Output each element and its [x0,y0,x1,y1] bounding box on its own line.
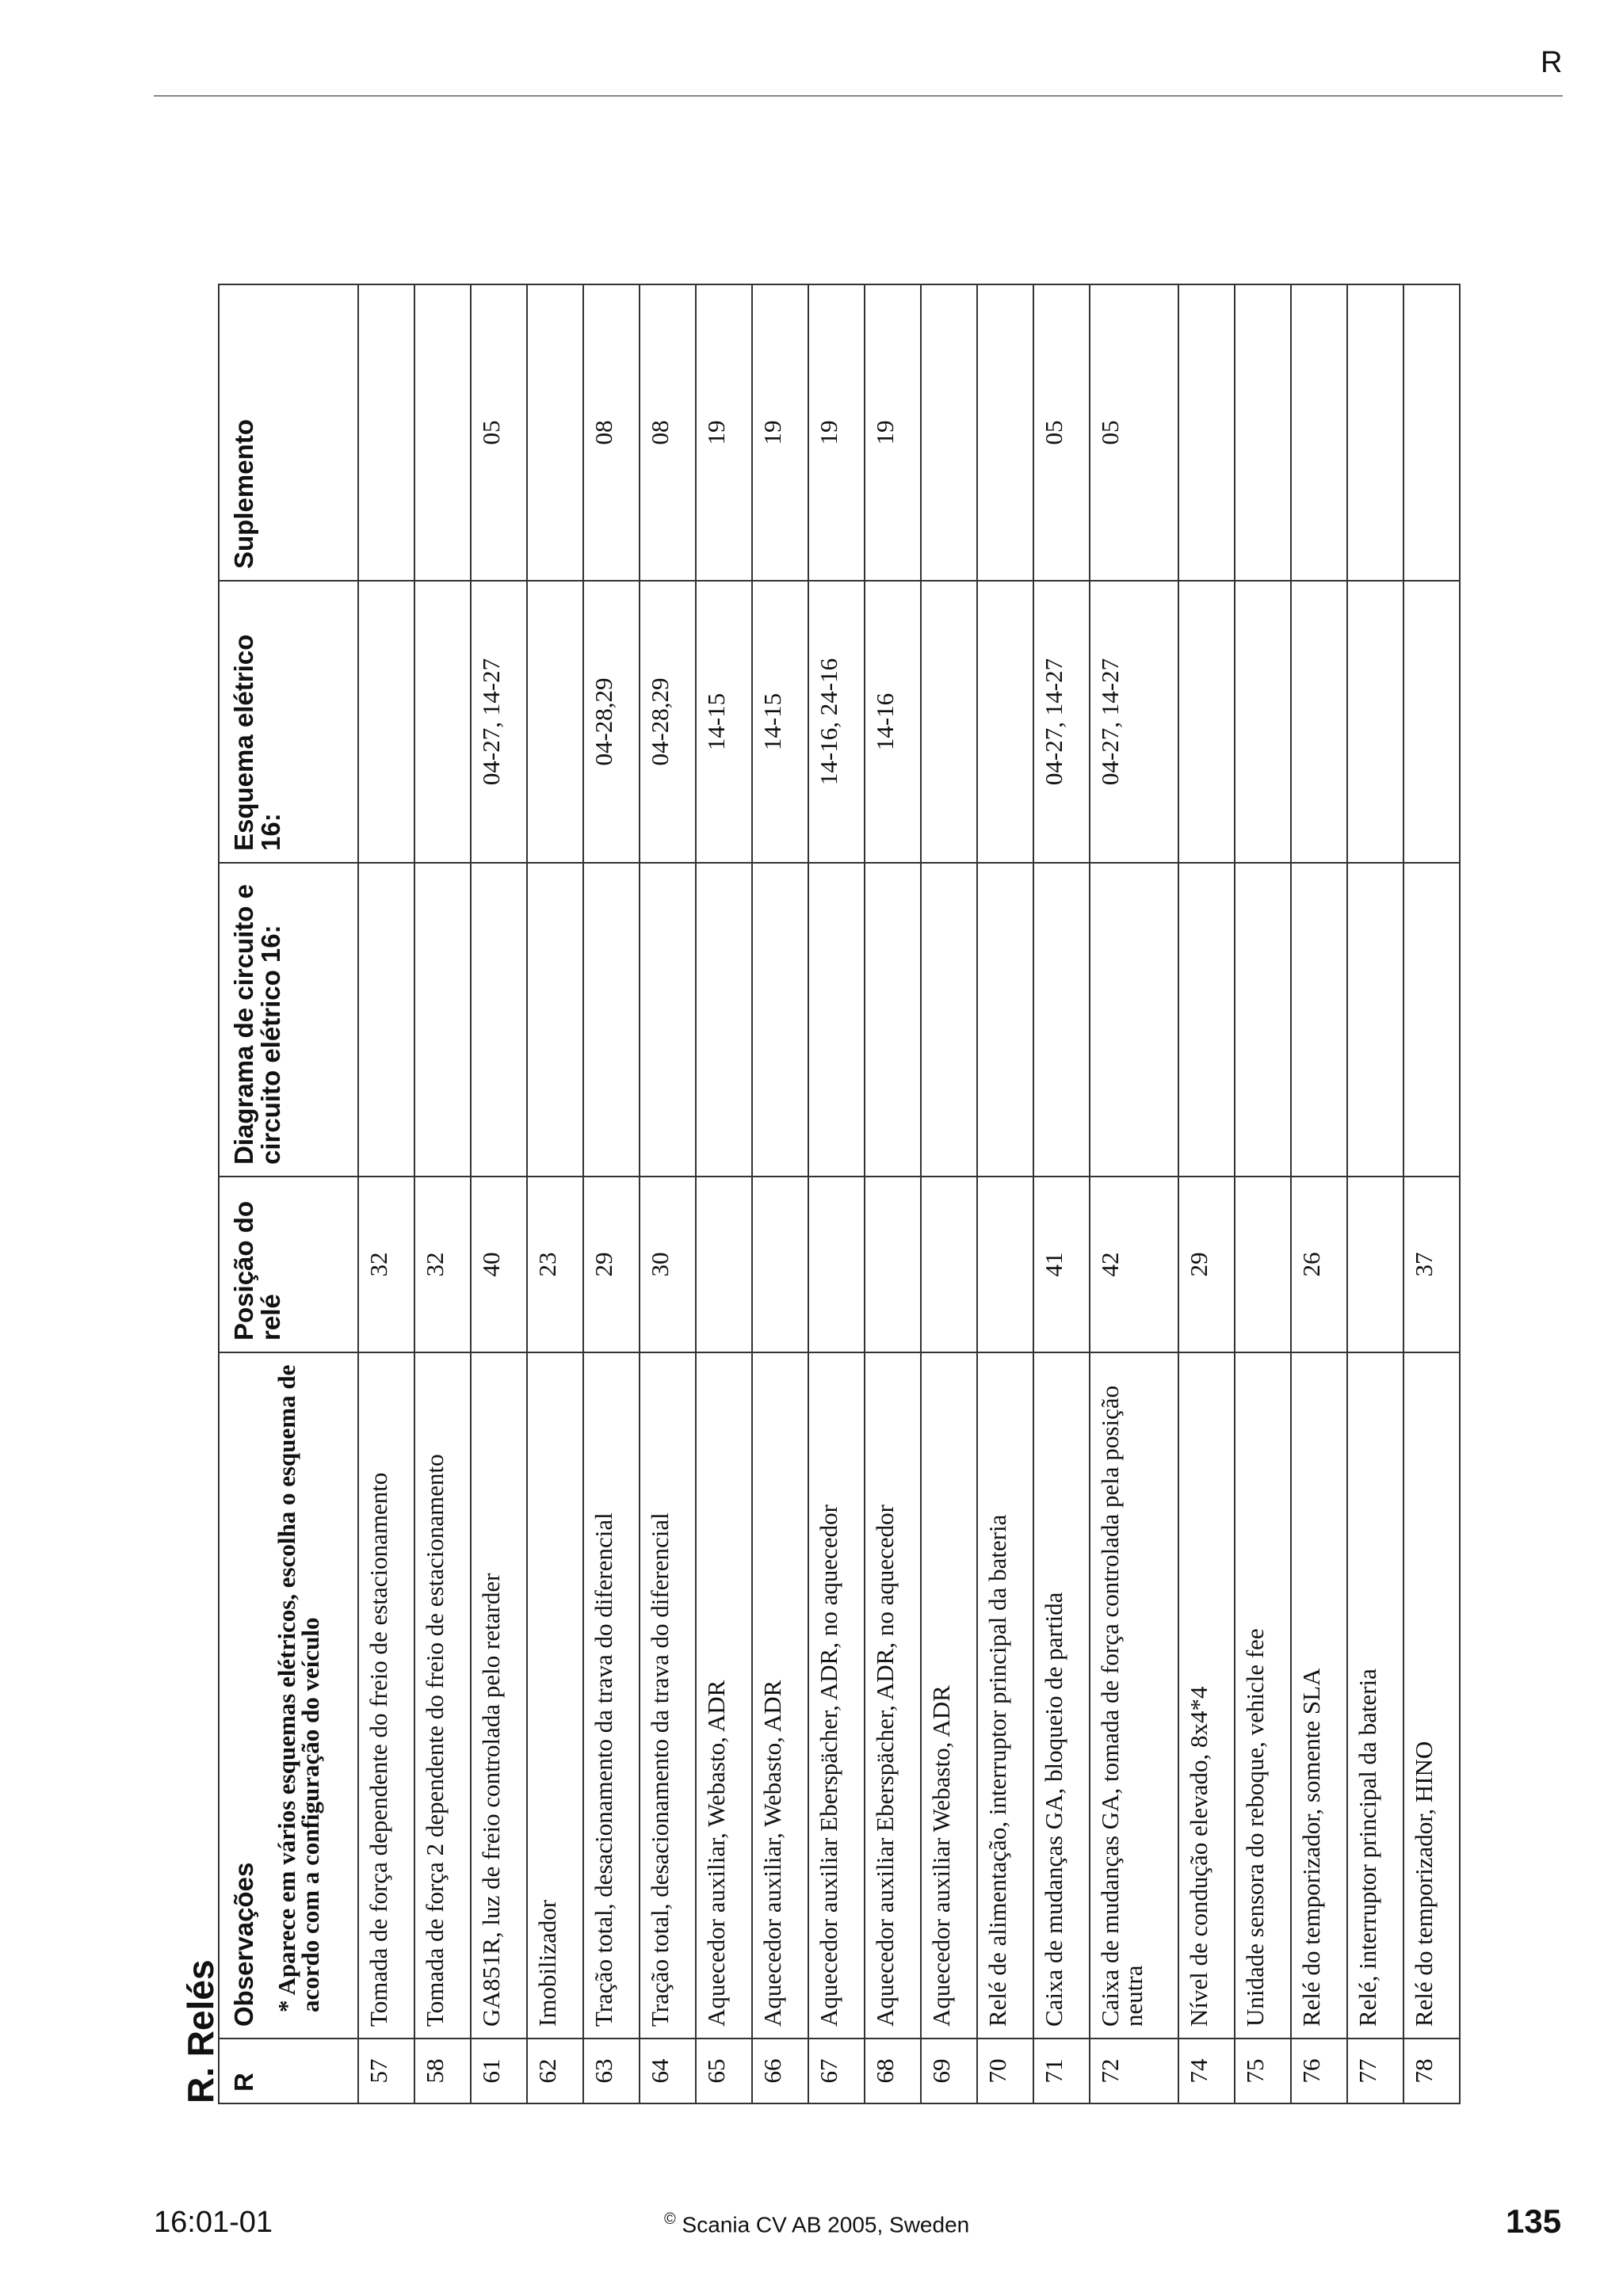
cell-electrical-scheme: 14-16, 24-16 [808,581,865,863]
cell-electrical-scheme [1347,581,1403,863]
cell-supplement [1347,284,1403,581]
cell-r: 58 [414,2039,471,2103]
cell-observation: Aquecedor auxiliar, Webasto, ADR [752,1352,808,2039]
header-position: Posição do relé [219,1177,358,1352]
cell-circuit-diagram [527,863,583,1177]
cell-observation: Caixa de mudanças GA, bloqueio de partida [1033,1352,1090,2039]
cell-observation: Tração total, desacionamento da trava do diferencial [583,1352,640,2039]
table-row [865,284,921,2103]
cell-supplement [414,284,471,581]
section-letter: R [1541,46,1563,79]
cell-electrical-scheme [977,581,1033,863]
cell-observation: Relé de alimentação, interruptor principal da bateria [977,1352,1033,2039]
cell-electrical-scheme: 14-16 [865,581,921,863]
cell-r: 76 [1291,2039,1347,2103]
cell-position: 29 [583,1177,640,1352]
copyright-symbol: © [664,2210,676,2228]
cell-circuit-diagram [1033,863,1090,1177]
table-row [527,284,583,2103]
cell-supplement [1235,284,1291,581]
cell-observation: Relé do temporizador, somente SLA [1291,1352,1347,2039]
table-row [1347,284,1403,2103]
cell-observation: Aquecedor auxiliar Eberspächer, ADR, no aquecedor [808,1352,865,2039]
cell-position: 26 [1291,1177,1347,1352]
cell-electrical-scheme [414,581,471,863]
cell-supplement [977,284,1033,581]
table-row [977,284,1033,2103]
cell-supplement: 19 [808,284,865,581]
cell-supplement: 05 [1090,284,1178,581]
cell-supplement [921,284,977,581]
header-observations [219,1352,358,2039]
table-row [1291,284,1347,2103]
cell-circuit-diagram [1235,863,1291,1177]
cell-r: 62 [527,2039,583,2103]
cell-position: 32 [358,1177,414,1352]
cell-r: 74 [1178,2039,1235,2103]
cell-supplement: 05 [471,284,527,581]
cell-position: 29 [1178,1177,1235,1352]
table-row [1235,284,1291,2103]
table-row [583,284,640,2103]
cell-electrical-scheme [527,581,583,863]
cell-r: 77 [1347,2039,1403,2103]
cell-r: 63 [583,2039,640,2103]
cell-observation: Relé, interruptor principal da bateria [1347,1352,1403,2039]
cell-electrical-scheme [1291,581,1347,863]
cell-supplement: 19 [752,284,808,581]
cell-position: 23 [527,1177,583,1352]
cell-electrical-scheme [921,581,977,863]
cell-electrical-scheme: 04-27, 14-27 [1090,581,1178,863]
cell-r: 71 [1033,2039,1090,2103]
cell-position [921,1177,977,1352]
header-note: * Aparece em vários esquemas elétricos, escolha o esquema de acordo com a configuração do veículo [273,1364,324,2012]
page-number: 135 [1506,2203,1562,2240]
cell-supplement [527,284,583,581]
cell-supplement [1403,284,1460,581]
cell-electrical-scheme: 04-27, 14-27 [471,581,527,863]
cell-observation: Tração total, desacionamento da trava do diferencial [640,1352,696,2039]
cell-r: 72 [1090,2039,1178,2103]
cell-observation: Nível de condução elevado, 8x4*4 [1178,1352,1235,2039]
cell-supplement [358,284,414,581]
table-row [921,284,977,2103]
cell-r: 57 [358,2039,414,2103]
cell-supplement: 05 [1033,284,1090,581]
cell-supplement: 08 [583,284,640,581]
copyright-text: Scania CV AB 2005, Sweden [682,2212,970,2237]
cell-circuit-diagram [1347,863,1403,1177]
cell-observation: Unidade sensora do reboque, vehicle fee [1235,1352,1291,2039]
cell-observation: GA851R, luz de freio controlada pelo retarder [471,1352,527,2039]
header-electrical-scheme: Esquema elétrico 16: [219,581,358,863]
cell-circuit-diagram [583,863,640,1177]
table-row [1403,284,1460,2103]
table-row [1178,284,1235,2103]
cell-observation: Imobilizador [527,1352,583,2039]
table-row [471,284,527,2103]
cell-r: 67 [808,2039,865,2103]
table-row [640,284,696,2103]
section-title: R. Relés [180,1959,221,2103]
cell-r: 69 [921,2039,977,2103]
cell-position [977,1177,1033,1352]
cell-observation: Tomada de força 2 dependente do freio de estacionamento [414,1352,471,2039]
table-row [1033,284,1090,2103]
cell-circuit-diagram [752,863,808,1177]
cell-observation: Relé do temporizador, HINO [1403,1352,1460,2039]
header-rule [154,95,1563,97]
cell-position: 41 [1033,1177,1090,1352]
cell-position: 30 [640,1177,696,1352]
header-supplement: Suplemento [219,284,358,581]
cell-position [1347,1177,1403,1352]
cell-position [808,1177,865,1352]
cell-electrical-scheme [1178,581,1235,863]
table-row [358,284,414,2103]
cell-electrical-scheme: 04-28,29 [640,581,696,863]
relay-table-container [218,285,1461,2104]
cell-position [865,1177,921,1352]
cell-circuit-diagram [640,863,696,1177]
cell-electrical-scheme [1403,581,1460,863]
header-observations-label: Observações [229,1862,258,2027]
cell-position: 32 [414,1177,471,1352]
cell-circuit-diagram [921,863,977,1177]
cell-r: 70 [977,2039,1033,2103]
cell-supplement: 19 [865,284,921,581]
header-r: R [219,2039,358,2103]
cell-observation: Tomada de força dependente do freio de estacionamento [358,1352,414,2039]
cell-position [752,1177,808,1352]
cell-r: 66 [752,2039,808,2103]
cell-circuit-diagram [414,863,471,1177]
cell-position [1235,1177,1291,1352]
header-circuit-diagram: Diagrama de circuito e circuito elétrico 16: [219,863,358,1177]
cell-supplement [1178,284,1235,581]
table-row [414,284,471,2103]
cell-observation: Aquecedor auxiliar Eberspächer, ADR, no aquecedor [865,1352,921,2039]
cell-circuit-diagram [358,863,414,1177]
table-row [1090,284,1178,2103]
table-header-row [219,284,358,2103]
table-row [808,284,865,2103]
cell-supplement: 19 [696,284,752,581]
cell-electrical-scheme: 04-28,29 [583,581,640,863]
cell-r: 68 [865,2039,921,2103]
cell-circuit-diagram [977,863,1033,1177]
cell-circuit-diagram [865,863,921,1177]
cell-position: 37 [1403,1177,1460,1352]
cell-circuit-diagram [471,863,527,1177]
cell-r: 61 [471,2039,527,2103]
cell-supplement: 08 [640,284,696,581]
cell-r: 78 [1403,2039,1460,2103]
cell-circuit-diagram [696,863,752,1177]
cell-electrical-scheme: 04-27, 14-27 [1033,581,1090,863]
cell-position: 40 [471,1177,527,1352]
footer-code: 16:01-01 [154,2206,273,2239]
cell-circuit-diagram [1403,863,1460,1177]
cell-position [696,1177,752,1352]
cell-circuit-diagram [1178,863,1235,1177]
cell-observation: Caixa de mudanças GA, tomada de força controlada pela posição neutra [1090,1352,1178,2039]
cell-electrical-scheme: 14-15 [696,581,752,863]
cell-electrical-scheme: 14-15 [752,581,808,863]
cell-electrical-scheme [1235,581,1291,863]
table-row [752,284,808,2103]
cell-circuit-diagram [808,863,865,1177]
cell-circuit-diagram [1090,863,1178,1177]
footer-copyright [664,2210,969,2237]
cell-position: 42 [1090,1177,1178,1352]
table-row [696,284,752,2103]
cell-electrical-scheme [358,581,414,863]
cell-r: 64 [640,2039,696,2103]
cell-r: 75 [1235,2039,1291,2103]
relay-table [218,284,1461,2104]
cell-r: 65 [696,2039,752,2103]
cell-observation: Aquecedor auxiliar Webasto, ADR [921,1352,977,2039]
cell-observation: Aquecedor auxiliar, Webasto, ADR [696,1352,752,2039]
cell-supplement [1291,284,1347,581]
cell-circuit-diagram [1291,863,1347,1177]
